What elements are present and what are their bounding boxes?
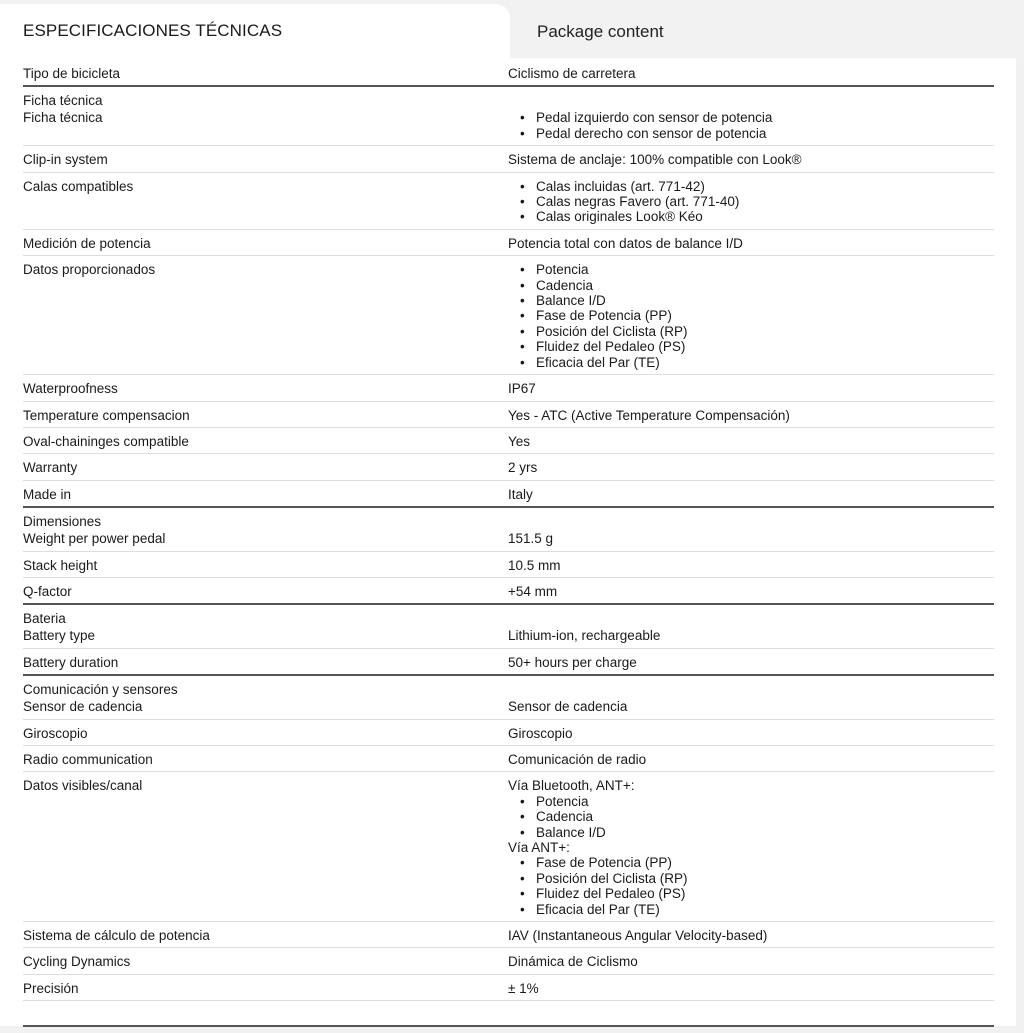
spec-key: Stack height xyxy=(23,557,98,573)
spec-tabs xyxy=(0,0,1024,58)
bullet-item: • Fase de Potencia (PP) xyxy=(508,308,994,323)
spec-section xyxy=(23,60,994,87)
bullet-item: • Pedal izquierdo con sensor de potencia xyxy=(508,110,994,125)
bullet-item: • Posición del Ciclista (RP) xyxy=(508,324,994,339)
spec-value: ± 1% xyxy=(508,980,539,996)
spec-row xyxy=(23,402,994,428)
spec-row xyxy=(23,428,994,454)
spec-row xyxy=(23,60,994,85)
spec-key: Made in xyxy=(23,486,72,502)
bullet-item: • Calas negras Favero (art. 771-40) xyxy=(508,194,994,209)
section-title: Bateria xyxy=(23,611,66,627)
bullet-list xyxy=(508,855,994,917)
spec-row xyxy=(23,720,994,746)
spec-section xyxy=(23,605,994,676)
bullet-item: • Potencia xyxy=(508,262,994,277)
bullet-item: • Eficacia del Par (TE) xyxy=(508,355,994,370)
spec-key: Ficha técnica xyxy=(23,110,103,126)
spec-key: Weight per power pedal xyxy=(23,531,166,547)
bullet-item: • Cadencia xyxy=(508,809,994,824)
spec-value: Dinámica de Ciclismo xyxy=(508,954,638,970)
spec-key: Waterproofness xyxy=(23,381,118,397)
spec-panel xyxy=(0,58,1016,1026)
spec-row xyxy=(23,454,994,480)
group-heading: Vía ANT+: xyxy=(508,840,570,855)
spec-value: 10.5 mm xyxy=(508,557,561,573)
spec-key: Calas compatibles xyxy=(23,178,134,194)
spec-value xyxy=(508,262,994,370)
tab-package-content[interactable] xyxy=(510,0,1024,58)
spec-value: Giroscopio xyxy=(508,725,573,741)
spec-row xyxy=(23,108,994,146)
bullet-list xyxy=(508,262,994,370)
spec-value: Potencia total con datos de balance I/D xyxy=(508,235,743,251)
spec-key: Giroscopio xyxy=(23,725,88,741)
spec-table xyxy=(23,60,994,1027)
spec-key: Q-factor xyxy=(23,583,72,599)
spec-row xyxy=(23,948,994,974)
spec-key: Temperature compensacion xyxy=(23,407,190,423)
spec-row xyxy=(23,256,994,375)
spec-row xyxy=(23,529,994,551)
spec-row xyxy=(23,626,994,648)
spec-row xyxy=(23,697,994,719)
spec-value: 50+ hours per charge xyxy=(508,654,637,670)
spec-section xyxy=(23,676,994,1027)
spec-section xyxy=(23,508,994,605)
spec-value: Ciclismo de carretera xyxy=(508,66,636,81)
section-title: Dimensiones xyxy=(23,514,102,530)
spec-row xyxy=(23,975,994,1001)
spec-value: Italy xyxy=(508,486,533,502)
spec-value: Sensor de cadencia xyxy=(508,699,628,715)
table-end-spacer xyxy=(23,1001,994,1025)
spec-value: IAV (Instantaneous Angular Velocity-based) xyxy=(508,928,768,944)
bullet-list xyxy=(508,179,994,225)
spec-key: Datos proporcionados xyxy=(23,262,156,278)
bullet-item: • Balance I/D xyxy=(508,293,994,308)
spec-key: Clip-in system xyxy=(23,152,108,168)
tab-label: Package content xyxy=(537,22,664,41)
spec-key: Datos visibles/canal xyxy=(23,778,143,794)
spec-value: Sistema de anclaje: 100% compatible con Look® xyxy=(508,152,802,168)
spec-row xyxy=(23,375,994,401)
spec-key: Oval-chaininges compatible xyxy=(23,433,189,449)
spec-key: Medición de potencia xyxy=(23,235,151,251)
spec-row xyxy=(23,173,994,230)
bullet-item: • Cadencia xyxy=(508,278,994,293)
spec-value: Yes - ATC (Active Temperature Compensación) xyxy=(508,407,790,423)
spec-row xyxy=(23,649,994,674)
bullet-item: • Fluidez del Pedaleo (PS) xyxy=(508,886,994,901)
spec-key: Tipo de bicicleta xyxy=(23,66,121,81)
spec-value xyxy=(508,179,994,225)
spec-key: Precisión xyxy=(23,980,79,996)
bullet-item: • Calas incluidas (art. 771-42) xyxy=(508,179,994,194)
spec-key: Radio communication xyxy=(23,751,153,767)
bullet-list xyxy=(508,794,994,840)
spec-row xyxy=(23,481,994,506)
spec-row xyxy=(23,146,994,172)
bullet-item: • Balance I/D xyxy=(508,825,994,840)
spec-value: Yes xyxy=(508,433,531,449)
spec-key: Sensor de cadencia xyxy=(23,699,143,715)
spec-row xyxy=(23,746,994,772)
group-heading: Vía Bluetooth, ANT+: xyxy=(508,778,635,794)
spec-key: Battery type xyxy=(23,628,96,644)
spec-row xyxy=(23,772,994,922)
bullet-item: • Posición del Ciclista (RP) xyxy=(508,871,994,886)
spec-row xyxy=(23,552,994,578)
spec-value: IP67 xyxy=(508,381,536,397)
spec-section xyxy=(23,87,994,508)
spec-row xyxy=(23,922,994,948)
spec-value xyxy=(508,778,994,917)
bullet-item: • Fase de Potencia (PP) xyxy=(508,855,994,870)
bullet-list xyxy=(508,110,994,141)
bullet-item: • Fluidez del Pedaleo (PS) xyxy=(508,339,994,354)
spec-key: Cycling Dynamics xyxy=(23,954,131,970)
spec-key: Battery duration xyxy=(23,654,119,670)
bullet-item: • Pedal derecho con sensor de potencia xyxy=(508,126,994,141)
spec-key: Warranty xyxy=(23,460,78,476)
spec-row xyxy=(23,230,994,256)
spec-value: 151.5 g xyxy=(508,531,554,547)
bullet-item: • Calas originales Look® Kéo xyxy=(508,209,994,224)
spec-value xyxy=(508,110,994,141)
bullet-item: • Eficacia del Par (TE) xyxy=(508,902,994,917)
section-title: Ficha técnica xyxy=(23,93,103,109)
spec-key: Sistema de cálculo de potencia xyxy=(23,928,210,944)
spec-row xyxy=(23,578,994,603)
bullet-item: • Potencia xyxy=(508,794,994,809)
spec-value: +54 mm xyxy=(508,583,558,599)
section-title: Comunicación y sensores xyxy=(23,682,178,698)
tab-label: ESPECIFICACIONES TÉCNICAS xyxy=(23,21,283,40)
spec-value: 2 yrs xyxy=(508,460,538,476)
tab-especificaciones-tecnicas[interactable] xyxy=(0,4,510,58)
spec-value: Lithium-ion, rechargeable xyxy=(508,628,661,644)
spec-value: Comunicación de radio xyxy=(508,751,647,767)
